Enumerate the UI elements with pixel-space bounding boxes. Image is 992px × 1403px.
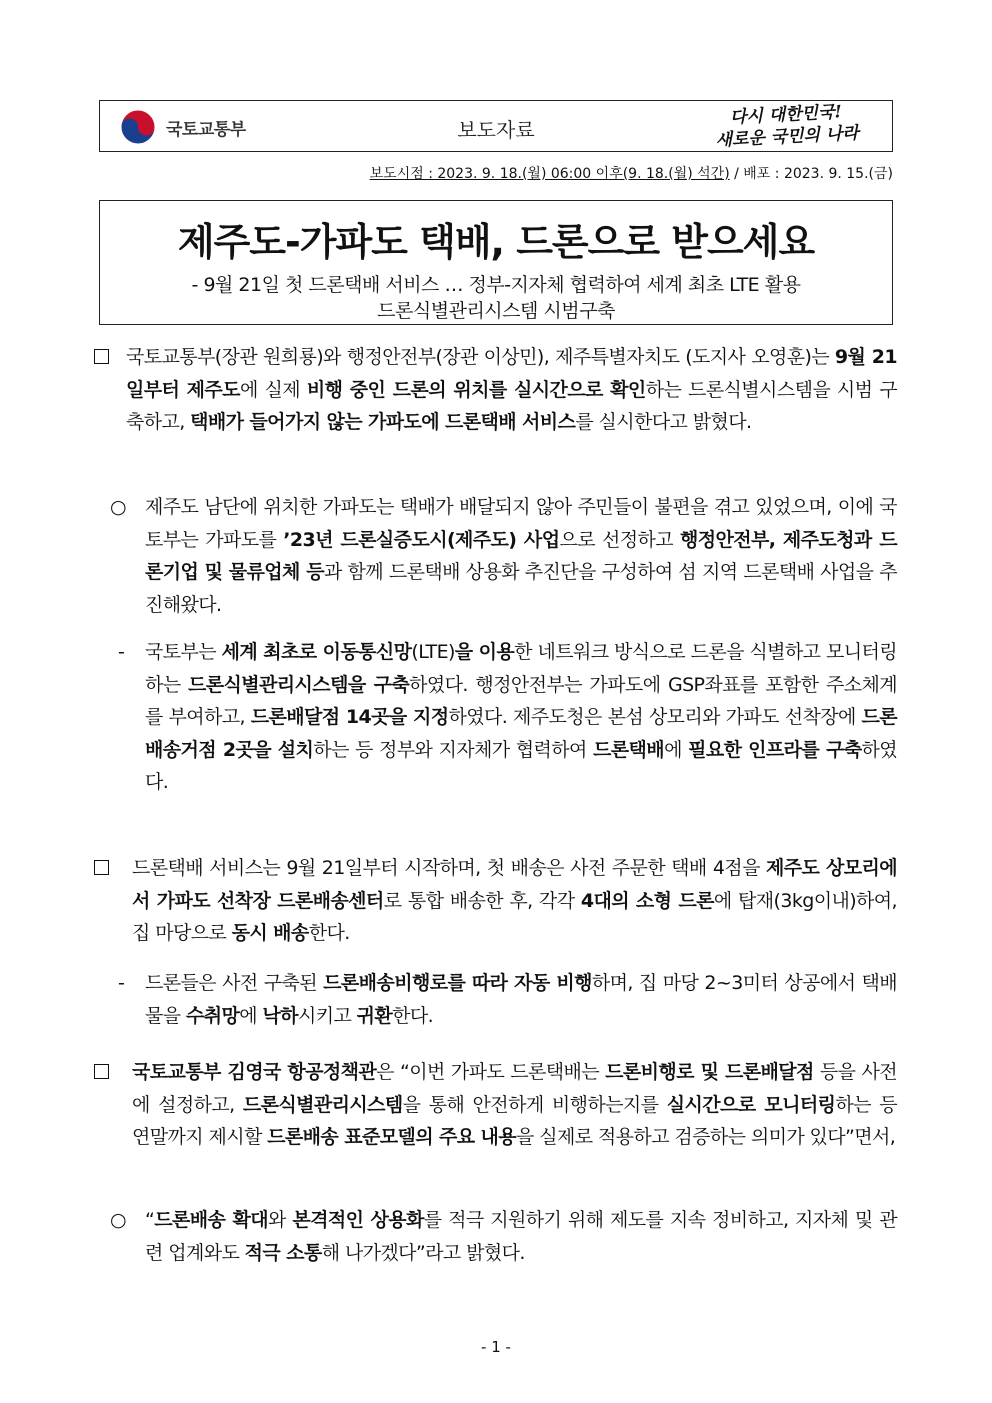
checkbox-square-icon	[94, 860, 109, 875]
paragraph-section-3: 국토교통부 김영국 항공정책관은 “이번 가파도 드론택배는 드론비행로 및 드론배달점 등을 사전에 설정하고, 드론식별관리시스템을 통해 안전하게 비행하는지를 실시간으로 모니터링하는 등 연말까지 제시할 드론배송 표준모델의 주요 내용을 실제로 적용하고 검증하는 의미가 있다”면서,	[132, 1061, 898, 1148]
page-number: - 1 -	[481, 1338, 511, 1356]
document-type: 보도자료	[457, 118, 535, 142]
slogan-line-2: 새로운 국민의 나라	[715, 123, 860, 151]
distribution-date: / 배포 : 2023. 9. 15.(금)	[729, 166, 893, 182]
paragraph-section-1b: 국토부는 세계 최초로 이동통신망(LTE)을 이용한 네트워크 방식으로 드론을 식별하고 모니터링하는 드론식별관리시스템을 구축하였다. 행정안전부는 가파도에 GSP좌표를 포함한 주소체계를 부여하고, 드론배달점 14곳을 지정하였다. 제주도청은 본섬 상모리와 가파도 선착장에 드론배송거점 2곳을 설치하는 등 정부와 지자체가 협력하여 드론택배에 필요한 인프라를 구축하였다.	[145, 641, 898, 793]
title-box	[99, 200, 893, 325]
paragraph-section-2a: 드론들은 사전 구축된 드론배송비행로를 따라 자동 비행하며, 집 마당 2~3미터 상공에서 택배물을 수취망에 낙하시키고 귀환한다.	[145, 972, 897, 1027]
paragraph-section-3a: “드론배송 확대와 본격적인 상용화를 적극 지원하기 위해 제도를 지속 정비하고, 지자체 및 관련 업계와도 적극 소통해 나가겠다”라고 밝혔다.	[145, 1209, 897, 1264]
checkbox-square-icon	[94, 349, 109, 364]
paragraph-section-1a: 제주도 남단에 위치한 가파도는 택배가 배달되지 않아 주민들이 불편을 겪고 있었으며, 이에 국토부는 가파도를 ’23년 드론실증도시(제주도) 사업으로 선정하고 행정안전부, 제주도청과 드론기업 및 물류업체 등과 함께 드론택배 상용화 추진단을 구성하여 섬 지역 드론택배 사업을 추진해왔다.	[145, 496, 897, 616]
checkbox-square-icon	[94, 1064, 109, 1079]
subheadline-line-1: - 9월 21일 첫 드론택배 서비스 … 정부-지자체 협력하여 세계 최초 LTE 활용	[191, 274, 801, 296]
government-slogan	[698, 99, 875, 152]
slogan-line-1: 다시 대한민국!	[729, 102, 843, 128]
subheadline-line-2: 드론식별관리시스템 시범구축	[377, 300, 615, 322]
embargo-time: 보도시점 : 2023. 9. 18.(월) 06:00 이후(9. 18.(월) 석간)	[369, 166, 730, 182]
circle-bullet-icon: ○	[110, 1209, 127, 1231]
ministry-name: 국토교통부	[166, 120, 246, 140]
circle-bullet-icon: ○	[110, 496, 127, 518]
release-info	[283, 163, 893, 183]
dash-bullet-icon: -	[118, 641, 125, 663]
paragraph-section-1: 국토교통부(장관 원희룡)와 행정안전부(장관 이상민), 제주특별자치도 (도지사 오영훈)는 9월 21일부터 제주도에 실제 비행 중인 드론의 위치를 실시간으로 확인하는 드론식별시스템을 시범 구축하고, 택배가 들어가지 않는 가파도에 드론택배 서비스를 실시한다고 밝혔다.	[126, 346, 897, 433]
header-box	[99, 100, 893, 152]
subheadline	[100, 272, 892, 324]
paragraph-section-2: 드론택배 서비스는 9월 21일부터 시작하며, 첫 배송은 사전 주문한 택배 4점을 제주도 상모리에서 가파도 선착장 드론배송센터로 통합 배송한 후, 각각 4대의 소형 드론에 탑재(3kg이내)하여, 집 마당으로 동시 배송한다.	[132, 857, 897, 944]
headline: 제주도-가파도 택배, 드론으로 받으세요	[177, 220, 815, 264]
dash-bullet-icon: -	[118, 972, 125, 994]
